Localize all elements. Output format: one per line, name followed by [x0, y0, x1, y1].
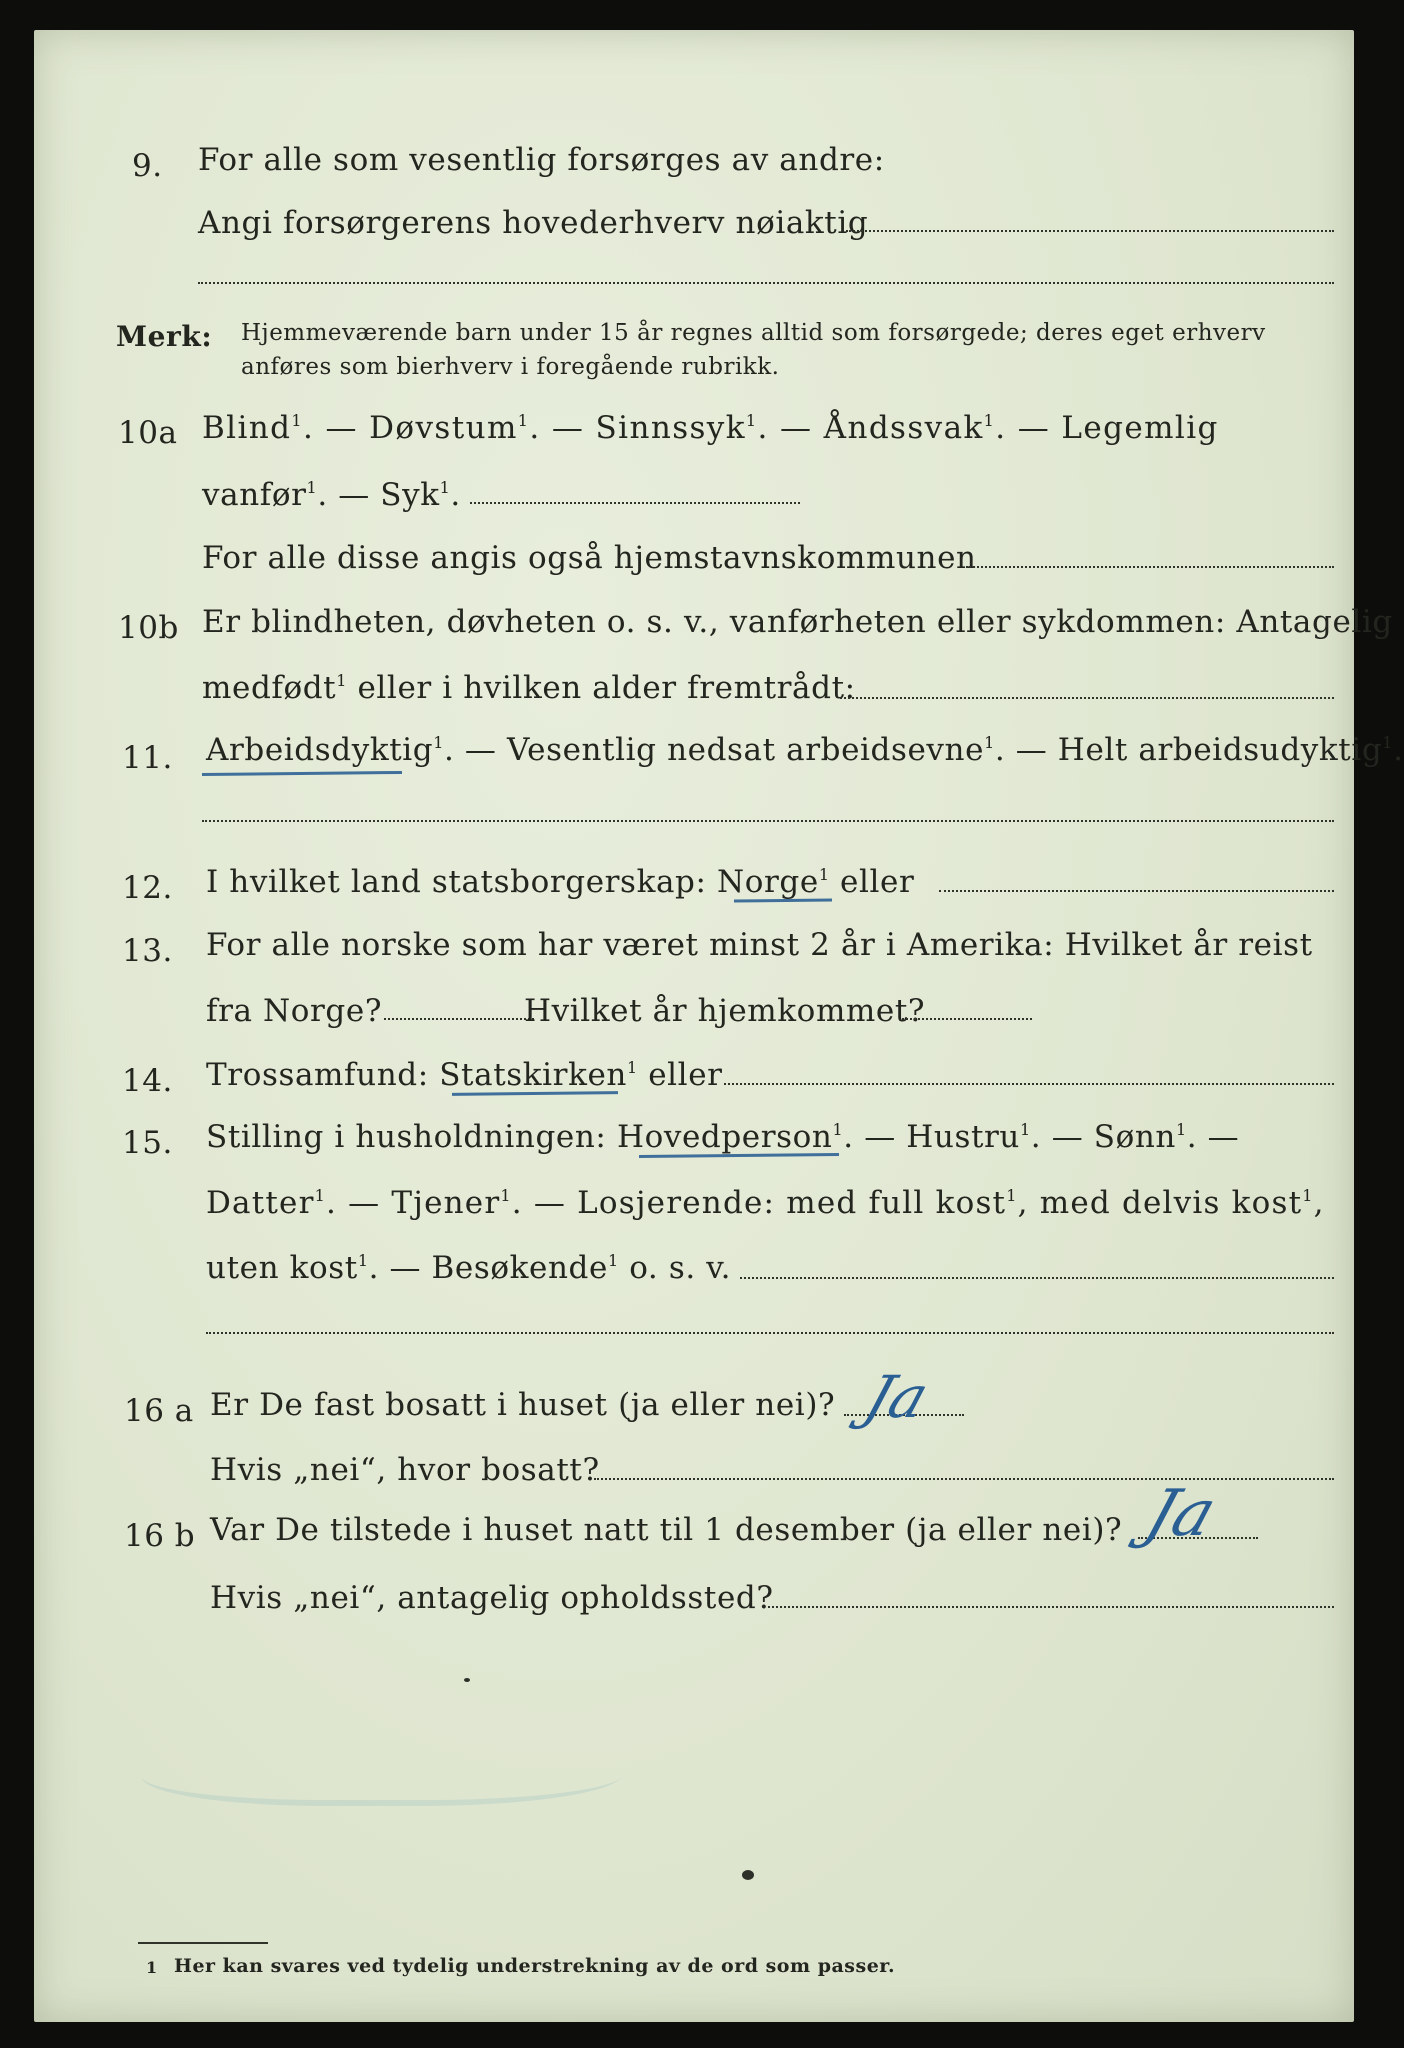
underline-arbeidsdyktig: [202, 771, 402, 776]
question-13-year-returned-line[interactable]: [902, 1018, 1032, 1020]
option-arbeidsdyktig[interactable]: Arbeidsdyktig: [206, 732, 434, 768]
question-15-answer-line[interactable]: [740, 1277, 1334, 1279]
question-13-line2b: Hvilket år hjemkommet?: [524, 993, 926, 1029]
note-label: Merk:: [116, 320, 213, 353]
question-12-number: 12.: [122, 870, 173, 906]
question-11-number: 11.: [122, 740, 173, 776]
question-16a-handwritten-answer: Ja: [856, 1363, 937, 1431]
option-norge[interactable]: Norge: [717, 864, 819, 900]
question-9-line1: For alle som vesentlig forsørges av andre:: [198, 142, 885, 178]
note-line2: anføres som bierhverv i foregående rubrikk.: [241, 354, 780, 380]
question-9-answer-line[interactable]: [846, 230, 1334, 232]
underline-norge: [734, 898, 832, 902]
question-10b-line2: medfødt$^1$ eller i hvilken alder fremtrådt:: [202, 670, 856, 706]
question-16b-line2: Hvis „nei“, antagelig opholdssted?: [210, 1580, 774, 1616]
question-9-line2: Angi forsørgerens hovederhverv nøiaktig: [198, 205, 869, 241]
question-16b-whereabouts-line[interactable]: [768, 1606, 1334, 1608]
question-10a-line2: vanfør$^1$. — Syk$^1$.: [202, 477, 461, 513]
question-16a-number: 16 a: [124, 1393, 194, 1429]
question-10a-line1: Blind$^1$. — Døvstum$^1$. — Sinnssyk$^1$. — Åndssvak$^1$. — Legemlig: [202, 410, 1219, 446]
question-14-line: Trossamfund: Statskirken$^1$ eller: [206, 1057, 723, 1093]
question-15-extra-line[interactable]: [206, 1332, 1334, 1334]
question-13-line2a: fra Norge?: [206, 993, 383, 1029]
question-11-line1: Arbeidsdyktig$^1$. — Vesentlig nedsat arbeidsevne$^1$. — Helt arbeidsudyktig$^1$.: [206, 732, 1404, 768]
question-16a-line2: Hvis „nei“, hvor bosatt?: [210, 1452, 600, 1488]
question-15-line1: Stilling i husholdningen: Hovedperson$^1$. — Hustru$^1$. — Sønn$^1$. —: [206, 1119, 1240, 1155]
question-15-line2: Datter$^1$. — Tjener$^1$. — Losjerende: med full kost$^1$, med delvis kost$^1$,: [206, 1185, 1325, 1221]
footnote-text: Her kan svares ved tydelig understrekning av de ord som passer.: [174, 1955, 896, 1977]
ink-speck: [464, 1678, 470, 1682]
question-16a-line1: Er De fast bosatt i huset (ja eller nei)?: [210, 1387, 836, 1423]
option-statskirken[interactable]: Statskirken: [439, 1057, 627, 1093]
question-10a-answer-line[interactable]: [470, 502, 800, 504]
bleed-through-scribble: [134, 1730, 634, 1806]
question-15-number: 15.: [122, 1125, 173, 1161]
footnote-mark: 1: [146, 1958, 158, 1977]
note-line1: Hjemmeværende barn under 15 år regnes alltid som forsørgede; deres eget erhverv: [241, 320, 1266, 346]
bleed-through-mark: [36, 1535, 132, 1595]
question-10b-number: 10b: [118, 610, 179, 646]
question-16b-number: 16 b: [124, 1518, 196, 1554]
question-14-number: 14.: [122, 1063, 173, 1099]
question-15-line3: uten kost$^1$. — Besøkende$^1$ o. s. v.: [206, 1250, 732, 1286]
question-10b-answer-line[interactable]: [840, 697, 1334, 699]
question-9-number: 9.: [132, 148, 163, 184]
question-12-line: I hvilket land statsborgerskap: Norge$^1$ eller: [206, 864, 915, 900]
question-11-extra-line[interactable]: [202, 820, 1334, 822]
underline-statskirken: [452, 1091, 618, 1096]
option-hovedperson[interactable]: Hovedperson: [616, 1119, 833, 1155]
question-13-line1: For alle norske som har været minst 2 år i Amerika: Hvilket år reist: [206, 927, 1313, 963]
footnote-separator: [138, 1942, 268, 1944]
question-10a-number: 10a: [118, 415, 178, 451]
question-14-answer-line[interactable]: [724, 1083, 1334, 1085]
question-13-year-left-line[interactable]: [384, 1018, 534, 1020]
question-16b-handwritten-answer: Ja: [1136, 1477, 1225, 1551]
question-13-number: 13.: [122, 933, 173, 969]
census-form-page: [34, 30, 1404, 2022]
question-10b-line1: Er blindheten, døvheten o. s. v., vanførheten eller sykdommen: Antagelig: [202, 604, 1393, 640]
ink-speck: [742, 1870, 754, 1880]
question-16b-line1: Var De tilstede i huset natt til 1 desember (ja eller nei)?: [210, 1512, 1123, 1548]
question-10a-line3: For alle disse angis også hjemstavnskommunen: [202, 540, 977, 576]
question-12-answer-line[interactable]: [939, 890, 1334, 892]
question-9-extra-line[interactable]: [198, 282, 1334, 284]
question-10a-hometown-line[interactable]: [966, 566, 1334, 568]
